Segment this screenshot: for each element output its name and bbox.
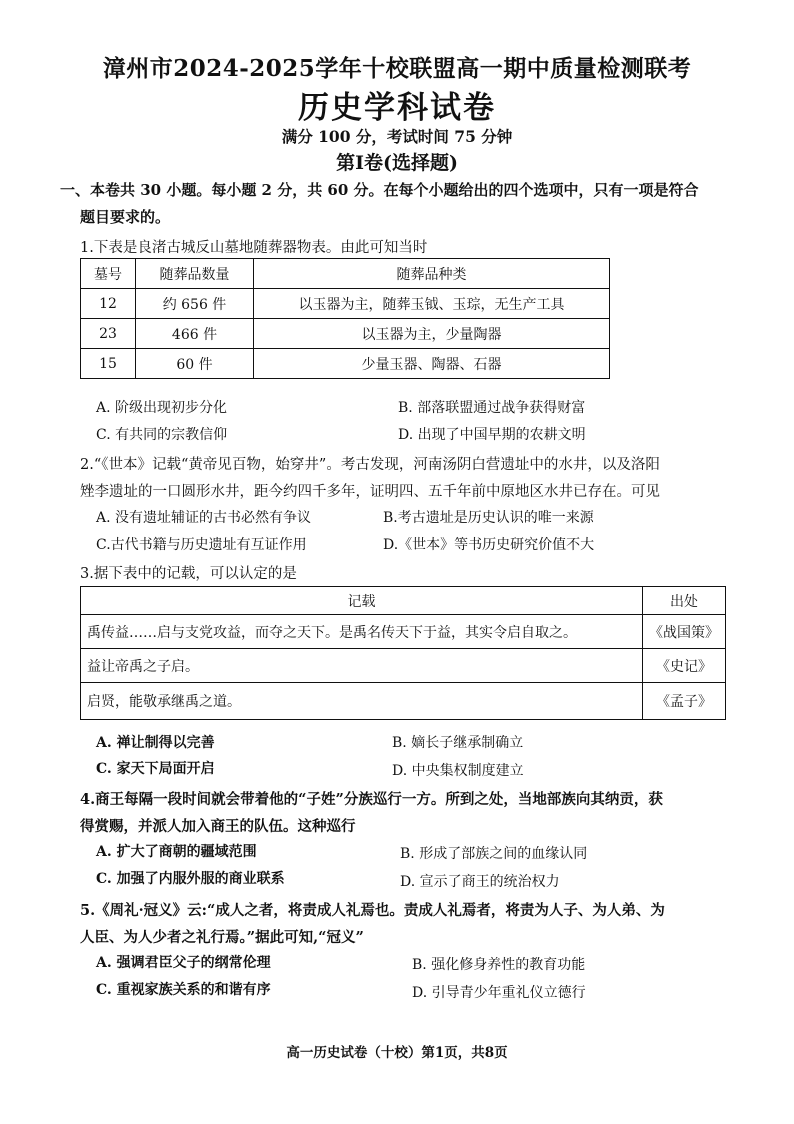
table-header-cell: 随葬品数量 [136, 259, 254, 289]
table-cell: 禹传益……启与支党攻益，而夺之天下。是禹名传天下于益，其实令启自取之。 [81, 615, 643, 649]
question-2-stem-line1: 2.“《世本》记载“黄帝见百物，始穿井”。考古发现，河南汤阴白营遗址中的水井，以及洛阳 [80, 457, 660, 473]
question-3-table [80, 586, 726, 720]
question-3-option-b: B. 嫡长子继承制确立 [392, 735, 524, 751]
table-row [81, 683, 726, 720]
table-row [81, 615, 726, 649]
table-row [81, 289, 610, 319]
question-5-option-c: C. 重视家族关系的和谐有序 [96, 982, 271, 998]
question-4-option-a: A. 扩大了商朝的疆域范围 [96, 844, 257, 860]
question-1-option-c: C. 有共同的宗教信仰 [96, 427, 228, 443]
question-2-option-d: D.《世本》等书历史研究价值不大 [383, 537, 595, 553]
table-header-cell: 记载 [81, 587, 643, 615]
table-row [81, 349, 610, 379]
table-cell: 《孟子》 [643, 683, 726, 720]
question-5-stem-line1: 5.《周礼·冠义》云:“成人之者，将责成人礼焉也。责成人礼焉者，将责为人子、为人弟、为 [80, 902, 665, 919]
question-1-option-d: D. 出现了中国早期的农耕文明 [398, 427, 586, 443]
section-instruction-line1: 一、本卷共 30 小题。每小题 2 分，共 60 分。在每个小题给出的四个选项中，只有一项是符合 [60, 181, 699, 199]
question-1-stem: 1.下表是良渚古城反山墓地随葬器物表。由此可知当时 [80, 240, 428, 256]
table-header-cell: 墓号 [81, 259, 136, 289]
question-5-option-a: A. 强调君臣父子的纲常伦理 [96, 955, 271, 971]
table-cell: 466 件 [136, 319, 254, 349]
subject-title: 历史学科试卷 [298, 90, 496, 126]
table-header-row [81, 587, 726, 615]
question-4-stem-line1: 4.商王每隔一段时间就会带着他的“子姓”分族巡行一方。所到之处，当地部族向其纳贡，获 [80, 791, 663, 808]
question-4-option-b: B. 形成了部族之间的血缘认同 [400, 846, 588, 862]
question-1-option-b: B. 部落联盟通过战争获得财富 [398, 400, 586, 416]
table-cell: 《战国策》 [643, 615, 726, 649]
table-header-row [81, 259, 610, 289]
question-1-table [80, 258, 610, 379]
table-cell: 以玉器为主，少量陶器 [254, 319, 610, 349]
table-cell: 以玉器为主，随葬玉钺、玉琮，无生产工具 [254, 289, 610, 319]
question-5-stem-line2: 人臣、为人少者之礼行焉。”据此可知,“冠义” [80, 929, 364, 946]
page-footer: 高一历史试卷（十校）第1页，共8页 [286, 1045, 508, 1061]
question-4-stem-line2: 得赏赐，并派人加入商王的队伍。这种巡行 [80, 818, 356, 835]
table-cell: 15 [81, 349, 136, 379]
score-info: 满分 100 分，考试时间 75 分钟 [281, 127, 513, 146]
question-3-option-c: C. 家天下局面开启 [96, 761, 215, 777]
question-1-option-a: A. 阶级出现初步分化 [96, 400, 228, 416]
question-2-option-c: C.古代书籍与历史遗址有互证作用 [96, 537, 307, 553]
table-cell: 益让帝禹之子启。 [81, 649, 643, 683]
question-3-option-d: D. 中央集权制度建立 [392, 763, 524, 779]
part-title: 第Ⅰ卷(选择题) [336, 152, 458, 174]
table-header-cell: 随葬品种类 [254, 259, 610, 289]
table-cell: 12 [81, 289, 136, 319]
question-5-option-d: D. 引导青少年重礼仪立德行 [412, 985, 586, 1001]
question-4-option-d: D. 宣示了商王的统治权力 [400, 874, 560, 890]
question-2-option-a: A. 没有遗址辅证的古书必然有争议 [96, 510, 312, 526]
question-2-stem-line2: 矬李遗址的一口圆形水井，距今约四千多年，证明四、五千年前中原地区水井已存在。可见 [80, 484, 660, 500]
table-cell: 启贤，能敬承继禹之道。 [81, 683, 643, 720]
question-3-option-a: A. 禅让制得以完善 [96, 735, 215, 751]
exam-title: 漳州市2024-2025学年十校联盟高一期中质量检测联考 [102, 55, 692, 82]
table-cell: 60 件 [136, 349, 254, 379]
question-3-stem: 3.据下表中的记载，可以认定的是 [80, 566, 297, 582]
table-cell: 约 656 件 [136, 289, 254, 319]
table-row [81, 319, 610, 349]
table-row [81, 649, 726, 683]
question-5-option-b: B. 强化修身养性的教育功能 [412, 957, 586, 973]
question-2-option-b: B.考古遗址是历史认识的唯一来源 [383, 510, 594, 526]
table-header-cell: 出处 [643, 587, 726, 615]
table-cell: 《史记》 [643, 649, 726, 683]
section-instruction-line2: 题目要求的。 [80, 208, 171, 226]
table-cell: 23 [81, 319, 136, 349]
table-cell: 少量玉器、陶器、石器 [254, 349, 610, 379]
question-4-option-c: C. 加强了内服外服的商业联系 [96, 871, 285, 887]
